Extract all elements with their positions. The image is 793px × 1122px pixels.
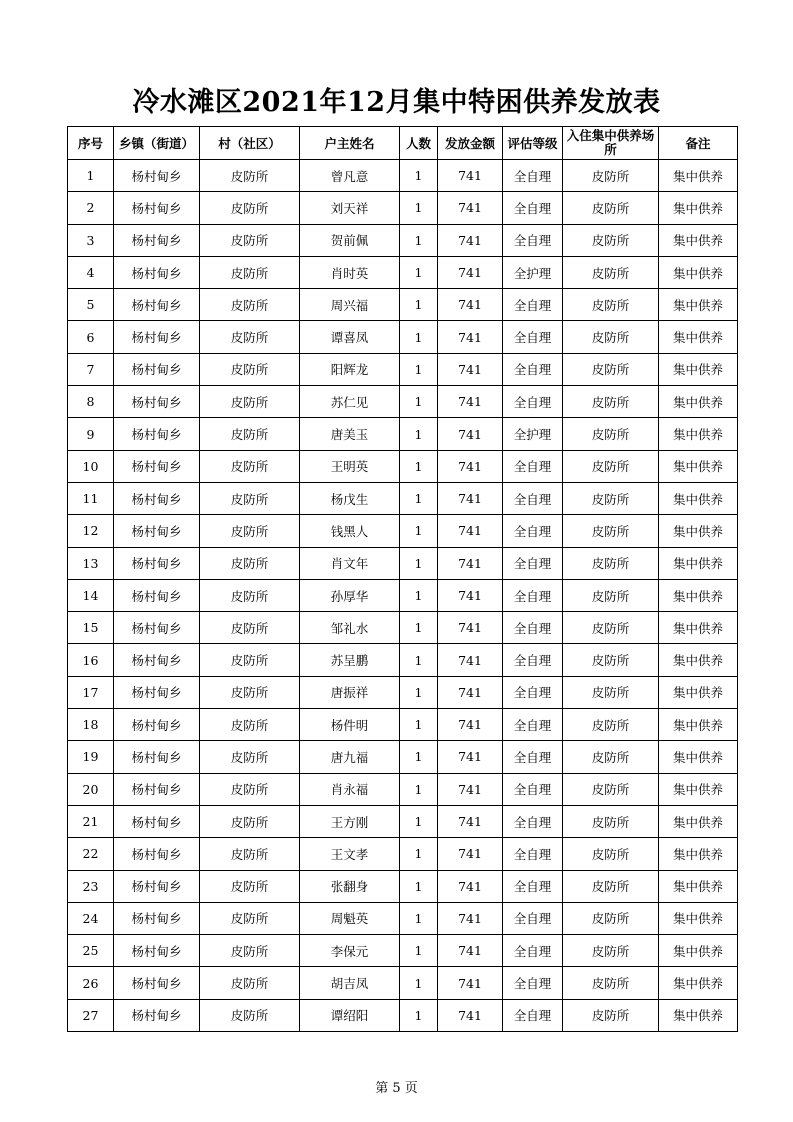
cell-householder: 贺前佩 bbox=[300, 224, 400, 256]
cell-remark: 集中供养 bbox=[659, 386, 738, 418]
cell-householder: 谭喜凤 bbox=[300, 321, 400, 353]
cell-householder: 张翻身 bbox=[300, 870, 400, 902]
cell-level: 全自理 bbox=[503, 321, 563, 353]
cell-householder: 谭绍阳 bbox=[300, 999, 400, 1031]
cell-level: 全自理 bbox=[503, 450, 563, 482]
cell-village: 皮防所 bbox=[200, 870, 300, 902]
cell-amount: 741 bbox=[438, 676, 503, 708]
cell-householder: 曾凡意 bbox=[300, 160, 400, 192]
cell-remark: 集中供养 bbox=[659, 256, 738, 288]
cell-serial: 15 bbox=[68, 612, 114, 644]
cell-remark: 集中供养 bbox=[659, 160, 738, 192]
cell-township: 杨村甸乡 bbox=[114, 450, 200, 482]
table-row bbox=[68, 418, 738, 450]
cell-count: 1 bbox=[400, 967, 438, 999]
cell-remark: 集中供养 bbox=[659, 644, 738, 676]
cell-amount: 741 bbox=[438, 579, 503, 611]
cell-facility: 皮防所 bbox=[563, 902, 659, 934]
cell-level: 全自理 bbox=[503, 547, 563, 579]
cell-level: 全护理 bbox=[503, 256, 563, 288]
cell-count: 1 bbox=[400, 224, 438, 256]
cell-count: 1 bbox=[400, 192, 438, 224]
cell-count: 1 bbox=[400, 676, 438, 708]
cell-amount: 741 bbox=[438, 935, 503, 967]
cell-level: 全自理 bbox=[503, 741, 563, 773]
cell-remark: 集中供养 bbox=[659, 838, 738, 870]
cell-village: 皮防所 bbox=[200, 935, 300, 967]
cell-level: 全自理 bbox=[503, 353, 563, 385]
cell-serial: 8 bbox=[68, 386, 114, 418]
cell-remark: 集中供养 bbox=[659, 902, 738, 934]
cell-township: 杨村甸乡 bbox=[114, 935, 200, 967]
cell-village: 皮防所 bbox=[200, 547, 300, 579]
table-row bbox=[68, 805, 738, 837]
cell-serial: 1 bbox=[68, 160, 114, 192]
cell-facility: 皮防所 bbox=[563, 321, 659, 353]
cell-village: 皮防所 bbox=[200, 967, 300, 999]
cell-amount: 741 bbox=[438, 838, 503, 870]
header-level: 评估等级 bbox=[503, 127, 563, 160]
cell-township: 杨村甸乡 bbox=[114, 482, 200, 514]
table-row bbox=[68, 709, 738, 741]
cell-householder: 肖时英 bbox=[300, 256, 400, 288]
cell-remark: 集中供养 bbox=[659, 482, 738, 514]
cell-amount: 741 bbox=[438, 709, 503, 741]
cell-count: 1 bbox=[400, 482, 438, 514]
cell-village: 皮防所 bbox=[200, 838, 300, 870]
cell-level: 全自理 bbox=[503, 902, 563, 934]
cell-level: 全自理 bbox=[503, 644, 563, 676]
cell-serial: 19 bbox=[68, 741, 114, 773]
cell-township: 杨村甸乡 bbox=[114, 999, 200, 1031]
cell-township: 杨村甸乡 bbox=[114, 386, 200, 418]
cell-count: 1 bbox=[400, 579, 438, 611]
cell-level: 全自理 bbox=[503, 870, 563, 902]
cell-village: 皮防所 bbox=[200, 450, 300, 482]
header-row bbox=[68, 127, 738, 160]
cell-amount: 741 bbox=[438, 160, 503, 192]
cell-remark: 集中供养 bbox=[659, 224, 738, 256]
cell-amount: 741 bbox=[438, 870, 503, 902]
cell-facility: 皮防所 bbox=[563, 418, 659, 450]
cell-serial: 5 bbox=[68, 289, 114, 321]
cell-village: 皮防所 bbox=[200, 256, 300, 288]
cell-serial: 25 bbox=[68, 935, 114, 967]
cell-count: 1 bbox=[400, 547, 438, 579]
cell-householder: 杨戊生 bbox=[300, 482, 400, 514]
cell-count: 1 bbox=[400, 935, 438, 967]
cell-facility: 皮防所 bbox=[563, 450, 659, 482]
cell-township: 杨村甸乡 bbox=[114, 773, 200, 805]
cell-amount: 741 bbox=[438, 805, 503, 837]
cell-facility: 皮防所 bbox=[563, 838, 659, 870]
cell-householder: 王明英 bbox=[300, 450, 400, 482]
cell-count: 1 bbox=[400, 870, 438, 902]
cell-householder: 钱黑人 bbox=[300, 515, 400, 547]
table-row bbox=[68, 515, 738, 547]
cell-amount: 741 bbox=[438, 321, 503, 353]
cell-facility: 皮防所 bbox=[563, 644, 659, 676]
cell-level: 全护理 bbox=[503, 418, 563, 450]
cell-township: 杨村甸乡 bbox=[114, 579, 200, 611]
table-row bbox=[68, 256, 738, 288]
cell-level: 全自理 bbox=[503, 709, 563, 741]
table-row bbox=[68, 676, 738, 708]
cell-level: 全自理 bbox=[503, 482, 563, 514]
cell-facility: 皮防所 bbox=[563, 773, 659, 805]
table-row bbox=[68, 321, 738, 353]
cell-facility: 皮防所 bbox=[563, 999, 659, 1031]
cell-amount: 741 bbox=[438, 515, 503, 547]
cell-remark: 集中供养 bbox=[659, 935, 738, 967]
cell-householder: 李保元 bbox=[300, 935, 400, 967]
cell-count: 1 bbox=[400, 999, 438, 1031]
cell-householder: 肖永福 bbox=[300, 773, 400, 805]
cell-amount: 741 bbox=[438, 547, 503, 579]
cell-level: 全自理 bbox=[503, 838, 563, 870]
cell-serial: 10 bbox=[68, 450, 114, 482]
cell-village: 皮防所 bbox=[200, 386, 300, 418]
cell-count: 1 bbox=[400, 353, 438, 385]
cell-township: 杨村甸乡 bbox=[114, 515, 200, 547]
cell-township: 杨村甸乡 bbox=[114, 838, 200, 870]
table-row bbox=[68, 741, 738, 773]
header-amount: 发放金额 bbox=[438, 127, 503, 160]
cell-amount: 741 bbox=[438, 353, 503, 385]
cell-householder: 王文孝 bbox=[300, 838, 400, 870]
cell-serial: 26 bbox=[68, 967, 114, 999]
cell-level: 全自理 bbox=[503, 676, 563, 708]
cell-count: 1 bbox=[400, 644, 438, 676]
cell-remark: 集中供养 bbox=[659, 676, 738, 708]
cell-village: 皮防所 bbox=[200, 482, 300, 514]
cell-householder: 杨件明 bbox=[300, 709, 400, 741]
cell-householder: 唐振祥 bbox=[300, 676, 400, 708]
cell-village: 皮防所 bbox=[200, 353, 300, 385]
cell-householder: 肖文年 bbox=[300, 547, 400, 579]
cell-facility: 皮防所 bbox=[563, 935, 659, 967]
cell-facility: 皮防所 bbox=[563, 967, 659, 999]
cell-amount: 741 bbox=[438, 289, 503, 321]
cell-serial: 17 bbox=[68, 676, 114, 708]
cell-amount: 741 bbox=[438, 999, 503, 1031]
table-row bbox=[68, 450, 738, 482]
table-row bbox=[68, 353, 738, 385]
table-row bbox=[68, 224, 738, 256]
cell-village: 皮防所 bbox=[200, 321, 300, 353]
cell-facility: 皮防所 bbox=[563, 805, 659, 837]
cell-facility: 皮防所 bbox=[563, 612, 659, 644]
table-row bbox=[68, 999, 738, 1031]
cell-township: 杨村甸乡 bbox=[114, 741, 200, 773]
cell-township: 杨村甸乡 bbox=[114, 224, 200, 256]
cell-remark: 集中供养 bbox=[659, 450, 738, 482]
cell-remark: 集中供养 bbox=[659, 612, 738, 644]
cell-serial: 14 bbox=[68, 579, 114, 611]
cell-level: 全自理 bbox=[503, 289, 563, 321]
cell-township: 杨村甸乡 bbox=[114, 676, 200, 708]
cell-amount: 741 bbox=[438, 386, 503, 418]
cell-remark: 集中供养 bbox=[659, 515, 738, 547]
cell-amount: 741 bbox=[438, 773, 503, 805]
cell-count: 1 bbox=[400, 289, 438, 321]
cell-serial: 12 bbox=[68, 515, 114, 547]
cell-facility: 皮防所 bbox=[563, 386, 659, 418]
cell-village: 皮防所 bbox=[200, 644, 300, 676]
cell-count: 1 bbox=[400, 902, 438, 934]
cell-amount: 741 bbox=[438, 902, 503, 934]
cell-village: 皮防所 bbox=[200, 289, 300, 321]
cell-count: 1 bbox=[400, 838, 438, 870]
cell-amount: 741 bbox=[438, 256, 503, 288]
cell-remark: 集中供养 bbox=[659, 547, 738, 579]
table-row bbox=[68, 644, 738, 676]
cell-village: 皮防所 bbox=[200, 999, 300, 1031]
cell-householder: 唐九福 bbox=[300, 741, 400, 773]
cell-count: 1 bbox=[400, 773, 438, 805]
roster-table bbox=[67, 126, 738, 1032]
cell-serial: 2 bbox=[68, 192, 114, 224]
cell-householder: 周兴福 bbox=[300, 289, 400, 321]
table-row bbox=[68, 386, 738, 418]
cell-remark: 集中供养 bbox=[659, 805, 738, 837]
cell-township: 杨村甸乡 bbox=[114, 709, 200, 741]
cell-householder: 王方刚 bbox=[300, 805, 400, 837]
table-row bbox=[68, 482, 738, 514]
cell-village: 皮防所 bbox=[200, 418, 300, 450]
cell-amount: 741 bbox=[438, 741, 503, 773]
header-facility: 入住集中供养场所 bbox=[563, 127, 659, 160]
cell-village: 皮防所 bbox=[200, 224, 300, 256]
cell-amount: 741 bbox=[438, 612, 503, 644]
cell-amount: 741 bbox=[438, 192, 503, 224]
header-householder: 户主姓名 bbox=[300, 127, 400, 160]
table-row bbox=[68, 902, 738, 934]
cell-village: 皮防所 bbox=[200, 515, 300, 547]
header-count: 人数 bbox=[400, 127, 438, 160]
cell-level: 全自理 bbox=[503, 579, 563, 611]
cell-facility: 皮防所 bbox=[563, 224, 659, 256]
cell-township: 杨村甸乡 bbox=[114, 256, 200, 288]
cell-facility: 皮防所 bbox=[563, 579, 659, 611]
table-row bbox=[68, 773, 738, 805]
table-row bbox=[68, 838, 738, 870]
cell-township: 杨村甸乡 bbox=[114, 353, 200, 385]
cell-amount: 741 bbox=[438, 224, 503, 256]
cell-township: 杨村甸乡 bbox=[114, 967, 200, 999]
cell-remark: 集中供养 bbox=[659, 289, 738, 321]
cell-serial: 13 bbox=[68, 547, 114, 579]
cell-remark: 集中供养 bbox=[659, 418, 738, 450]
cell-serial: 6 bbox=[68, 321, 114, 353]
cell-count: 1 bbox=[400, 515, 438, 547]
cell-householder: 唐美玉 bbox=[300, 418, 400, 450]
cell-facility: 皮防所 bbox=[563, 515, 659, 547]
cell-remark: 集中供养 bbox=[659, 579, 738, 611]
cell-serial: 22 bbox=[68, 838, 114, 870]
cell-level: 全自理 bbox=[503, 224, 563, 256]
cell-facility: 皮防所 bbox=[563, 160, 659, 192]
cell-village: 皮防所 bbox=[200, 902, 300, 934]
cell-remark: 集中供养 bbox=[659, 741, 738, 773]
cell-remark: 集中供养 bbox=[659, 870, 738, 902]
cell-village: 皮防所 bbox=[200, 676, 300, 708]
cell-count: 1 bbox=[400, 256, 438, 288]
table-row bbox=[68, 289, 738, 321]
table-header bbox=[68, 127, 738, 160]
cell-serial: 18 bbox=[68, 709, 114, 741]
cell-facility: 皮防所 bbox=[563, 676, 659, 708]
cell-count: 1 bbox=[400, 386, 438, 418]
cell-facility: 皮防所 bbox=[563, 741, 659, 773]
header-remark: 备注 bbox=[659, 127, 738, 160]
cell-village: 皮防所 bbox=[200, 612, 300, 644]
page-number: 第 5 页 bbox=[375, 1081, 418, 1096]
cell-count: 1 bbox=[400, 741, 438, 773]
cell-householder: 胡吉凤 bbox=[300, 967, 400, 999]
cell-remark: 集中供养 bbox=[659, 321, 738, 353]
cell-serial: 9 bbox=[68, 418, 114, 450]
cell-level: 全自理 bbox=[503, 612, 563, 644]
cell-village: 皮防所 bbox=[200, 709, 300, 741]
cell-township: 杨村甸乡 bbox=[114, 644, 200, 676]
table-row bbox=[68, 612, 738, 644]
cell-level: 全自理 bbox=[503, 386, 563, 418]
cell-serial: 23 bbox=[68, 870, 114, 902]
cell-householder: 孙厚华 bbox=[300, 579, 400, 611]
cell-serial: 20 bbox=[68, 773, 114, 805]
cell-householder: 苏仁见 bbox=[300, 386, 400, 418]
cell-facility: 皮防所 bbox=[563, 709, 659, 741]
cell-village: 皮防所 bbox=[200, 741, 300, 773]
cell-serial: 3 bbox=[68, 224, 114, 256]
cell-township: 杨村甸乡 bbox=[114, 321, 200, 353]
cell-facility: 皮防所 bbox=[563, 289, 659, 321]
table-row bbox=[68, 870, 738, 902]
cell-count: 1 bbox=[400, 160, 438, 192]
cell-serial: 4 bbox=[68, 256, 114, 288]
cell-township: 杨村甸乡 bbox=[114, 902, 200, 934]
cell-township: 杨村甸乡 bbox=[114, 192, 200, 224]
cell-village: 皮防所 bbox=[200, 579, 300, 611]
cell-remark: 集中供养 bbox=[659, 353, 738, 385]
cell-facility: 皮防所 bbox=[563, 353, 659, 385]
cell-amount: 741 bbox=[438, 450, 503, 482]
cell-facility: 皮防所 bbox=[563, 547, 659, 579]
cell-householder: 阳辉龙 bbox=[300, 353, 400, 385]
table-row bbox=[68, 935, 738, 967]
cell-level: 全自理 bbox=[503, 935, 563, 967]
cell-amount: 741 bbox=[438, 482, 503, 514]
cell-count: 1 bbox=[400, 321, 438, 353]
cell-remark: 集中供养 bbox=[659, 999, 738, 1031]
cell-township: 杨村甸乡 bbox=[114, 805, 200, 837]
cell-remark: 集中供养 bbox=[659, 773, 738, 805]
cell-level: 全自理 bbox=[503, 967, 563, 999]
cell-count: 1 bbox=[400, 709, 438, 741]
cell-count: 1 bbox=[400, 805, 438, 837]
cell-householder: 苏呈鹏 bbox=[300, 644, 400, 676]
cell-count: 1 bbox=[400, 450, 438, 482]
cell-serial: 11 bbox=[68, 482, 114, 514]
cell-serial: 7 bbox=[68, 353, 114, 385]
table-body bbox=[68, 160, 738, 1032]
cell-level: 全自理 bbox=[503, 192, 563, 224]
cell-amount: 741 bbox=[438, 418, 503, 450]
cell-serial: 27 bbox=[68, 999, 114, 1031]
cell-amount: 741 bbox=[438, 644, 503, 676]
table-row bbox=[68, 967, 738, 999]
cell-serial: 21 bbox=[68, 805, 114, 837]
cell-facility: 皮防所 bbox=[563, 870, 659, 902]
cell-township: 杨村甸乡 bbox=[114, 418, 200, 450]
cell-remark: 集中供养 bbox=[659, 967, 738, 999]
cell-householder: 邹礼水 bbox=[300, 612, 400, 644]
page-title: 冷水滩区2021年12月集中特困供养发放表 bbox=[132, 87, 661, 118]
table-row bbox=[68, 547, 738, 579]
cell-village: 皮防所 bbox=[200, 192, 300, 224]
cell-township: 杨村甸乡 bbox=[114, 870, 200, 902]
cell-remark: 集中供养 bbox=[659, 709, 738, 741]
cell-facility: 皮防所 bbox=[563, 482, 659, 514]
table-row bbox=[68, 160, 738, 192]
cell-township: 杨村甸乡 bbox=[114, 160, 200, 192]
cell-level: 全自理 bbox=[503, 773, 563, 805]
cell-level: 全自理 bbox=[503, 805, 563, 837]
table-row bbox=[68, 579, 738, 611]
cell-township: 杨村甸乡 bbox=[114, 612, 200, 644]
cell-facility: 皮防所 bbox=[563, 192, 659, 224]
cell-amount: 741 bbox=[438, 967, 503, 999]
cell-serial: 16 bbox=[68, 644, 114, 676]
cell-township: 杨村甸乡 bbox=[114, 289, 200, 321]
cell-count: 1 bbox=[400, 418, 438, 450]
cell-facility: 皮防所 bbox=[563, 256, 659, 288]
cell-householder: 周魁英 bbox=[300, 902, 400, 934]
cell-village: 皮防所 bbox=[200, 160, 300, 192]
cell-village: 皮防所 bbox=[200, 805, 300, 837]
cell-township: 杨村甸乡 bbox=[114, 547, 200, 579]
cell-level: 全自理 bbox=[503, 515, 563, 547]
header-serial: 序号 bbox=[68, 127, 114, 160]
cell-householder: 刘天祥 bbox=[300, 192, 400, 224]
cell-level: 全自理 bbox=[503, 999, 563, 1031]
cell-serial: 24 bbox=[68, 902, 114, 934]
table-row bbox=[68, 192, 738, 224]
cell-level: 全自理 bbox=[503, 160, 563, 192]
cell-count: 1 bbox=[400, 612, 438, 644]
header-village: 村（社区） bbox=[200, 127, 300, 160]
header-township: 乡镇（街道） bbox=[114, 127, 200, 160]
cell-village: 皮防所 bbox=[200, 773, 300, 805]
cell-remark: 集中供养 bbox=[659, 192, 738, 224]
